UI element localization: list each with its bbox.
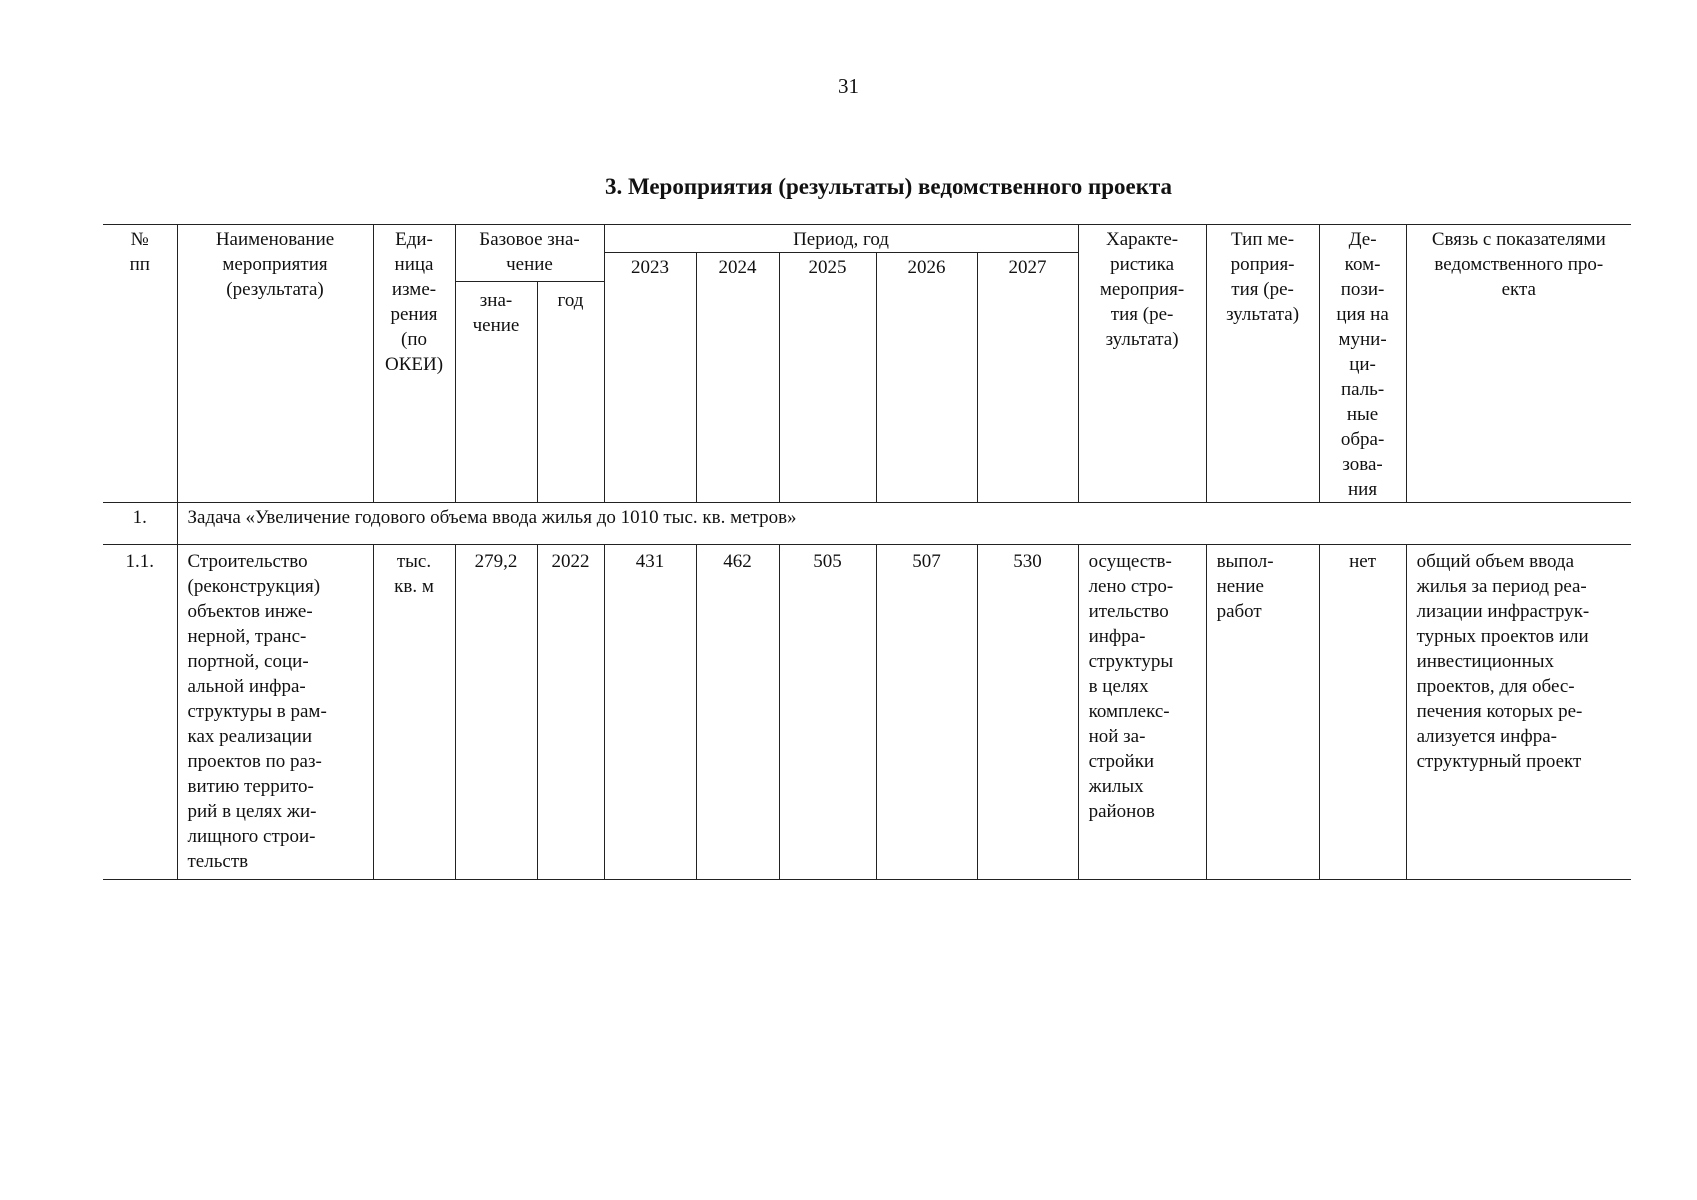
header-year-2023: 2023 — [604, 253, 696, 503]
section-title: 3. Мероприятия (результаты) ведомственного проекта — [604, 174, 1173, 199]
measures-table — [103, 224, 1631, 880]
header-type: Тип ме- роприя- тия (ре- зультата) — [1206, 225, 1319, 503]
header-base-year: год — [537, 282, 604, 503]
row-base-value: 279,2 — [455, 545, 537, 880]
row-type: выпол- нение работ — [1206, 545, 1319, 880]
row-name: Строительство (реконструкция) объектов инже- нерной, транс- портной, соци- альной инфра- структуры в рам- ках реализации проектов по раз- витию террито- рий в целях жи- лищного строи- тельств — [177, 545, 373, 880]
header-year-2024: 2024 — [696, 253, 779, 503]
header-year-2027: 2027 — [977, 253, 1078, 503]
header-unit: Еди- ница изме- рения (по ОКЕИ) — [373, 225, 455, 503]
row-value-2023: 431 — [604, 545, 696, 880]
task-num: 1. — [103, 503, 177, 545]
row-value-2027: 530 — [977, 545, 1078, 880]
header-decomposition: Де- ком- пози- ция на муни- ци- паль- ные обра- зова- ния — [1319, 225, 1406, 503]
task-text: Задача «Увеличение годового объема ввода жилья до 1010 тыс. кв. метров» — [177, 503, 1631, 545]
header-num: № пп — [103, 225, 177, 503]
header-link: Связь с показателями ведомственного про- екта — [1406, 225, 1631, 503]
row-value-2025: 505 — [779, 545, 876, 880]
header-base: Базовое зна- чение — [455, 225, 604, 282]
header-year-2025: 2025 — [779, 253, 876, 503]
header-characteristic: Характе- ристика мероприя- тия (ре- зультата) — [1078, 225, 1206, 503]
header-period: Период, год — [604, 225, 1078, 253]
page-number: 31 — [838, 74, 859, 98]
row-value-2024: 462 — [696, 545, 779, 880]
row-num: 1.1. — [103, 545, 177, 880]
row-characteristic: осуществ- лено стро- ительство инфра- структуры в целях комплекс- ной за- стройки жилых районов — [1078, 545, 1206, 880]
header-name: Наименование мероприятия (результата) — [177, 225, 373, 503]
row-decomposition: нет — [1319, 545, 1406, 880]
row-base-year: 2022 — [537, 545, 604, 880]
row-link: общий объем ввода жилья за период реа- лизации инфраструк- турных проектов или инвестиционных проектов, для обес- печения которых ре- ализуется инфра- структурный проект — [1406, 545, 1631, 880]
header-year-2026: 2026 — [876, 253, 977, 503]
row-unit: тыс. кв. м — [373, 545, 455, 880]
header-base-value: зна- чение — [455, 282, 537, 503]
row-value-2026: 507 — [876, 545, 977, 880]
